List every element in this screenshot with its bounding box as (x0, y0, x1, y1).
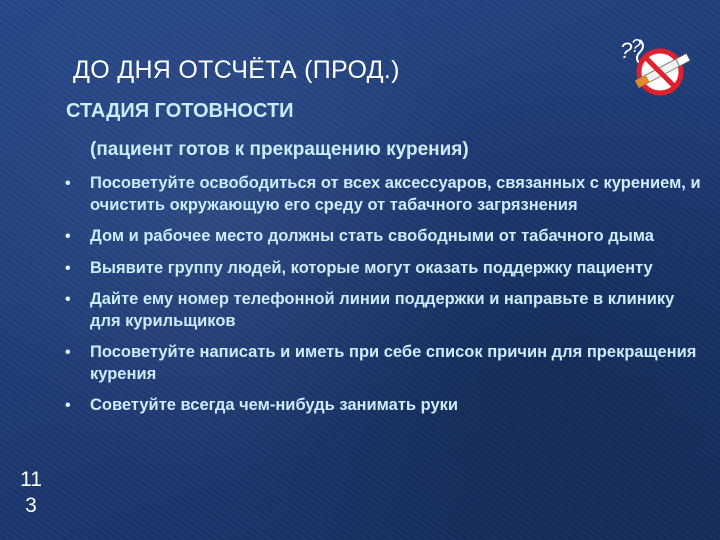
bullet-item (65, 395, 705, 417)
bullet-icon: • (65, 175, 71, 192)
stage-subheading: (пациент готов к прекращению курения) (90, 139, 469, 160)
bullet-icon: • (65, 344, 71, 361)
page-number-line-1: 11 (20, 468, 42, 491)
bullet-item (65, 258, 705, 280)
bullet-text: Дом и рабочее место должны стать свободными от табачного дыма (90, 227, 654, 245)
bullet-text: Посоветуйте написать и иметь при себе список причин для прекращения курения (90, 343, 697, 383)
no-smoking-icon (618, 28, 698, 98)
bullet-item (65, 173, 705, 216)
page-number-line-2: 3 (25, 494, 37, 517)
page-number (16, 467, 46, 519)
bullet-icon: • (65, 259, 71, 277)
bullet-icon: • (65, 397, 71, 414)
bullet-icon: • (65, 291, 71, 308)
bullet-text: Посоветуйте освободиться от всех аксессуаров, связанных с курением, и очистить окружающую его среду от табачного загрязнения (90, 174, 701, 214)
bullet-text: Выявите группу людей, которые могут оказать поддержку пациенту (90, 258, 653, 277)
bullet-item (65, 226, 705, 248)
slide-title: ДО ДНЯ ОТСЧЁТА (ПРОД.) (73, 56, 400, 84)
svg-text:?: ? (620, 38, 633, 63)
bullet-item (65, 289, 705, 332)
bullet-text: Дайте ему номер телефонной линии поддержки и направьте в клинику для курильщиков (90, 290, 675, 330)
svg-text:?: ? (631, 36, 642, 56)
bullet-list (65, 173, 705, 427)
stage-heading: СТАДИЯ ГОТОВНОСТИ (66, 100, 294, 122)
bullet-icon: • (65, 228, 71, 245)
bullet-item (65, 342, 705, 385)
bullet-text: Советуйте всегда чем-нибудь занимать руки (90, 396, 459, 414)
